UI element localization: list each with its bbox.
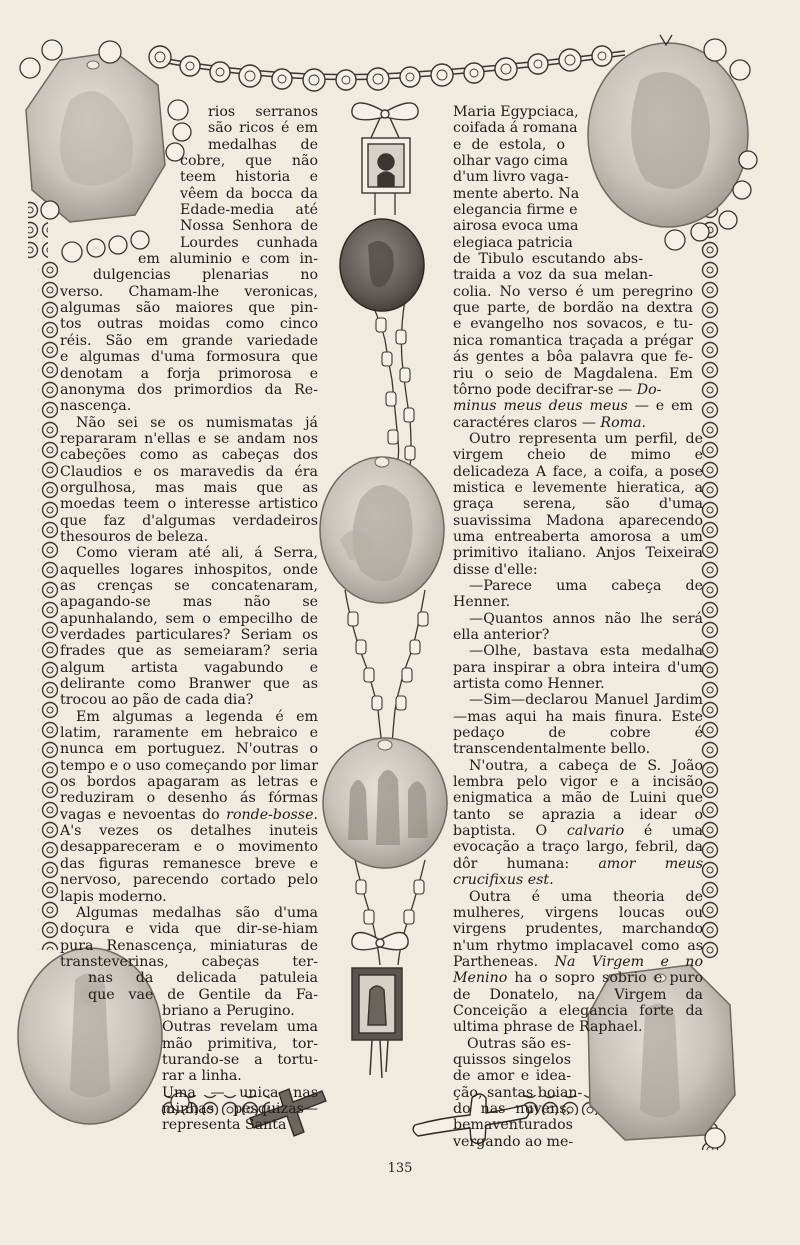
right-p4-italic: Na Virgem e no Menino [453,953,703,987]
left-p4-text-b: A's vezes os detalhes inuteis desappareceram e o movimento das figuras remanesce breve e nervoso, parecendo cortado pelo lapis moderno. [60,823,318,905]
right-column [453,104,703,1150]
inscription-text: — e em [627,398,693,415]
text-line: bemaventurados [453,1117,573,1134]
text-line: elegiaca patricia [453,234,573,251]
right-paragraph-3 [453,758,703,889]
text-line: réis. São em grande variedade [60,332,318,349]
page-number: 135 [387,1161,413,1176]
dialogue-line-2: —Quantos annos não lhe será ella anterior? [453,610,703,643]
text-line: elegancia firme e [453,202,578,219]
text-line: turando-se a tortu- [162,1051,318,1068]
text-line: Maria Egypciaca, [453,104,579,120]
scapular-top [362,138,410,193]
left-paragraph-1 [38,104,318,415]
text-line: que parte, de bordão na dextra [453,300,693,317]
right-p4-text-a: Outra é uma theoria de mulheres, virgens loucas ou virgens prudentes, marchando n'um rhytmo implacavel como as Partheneas. [453,888,703,970]
text-line: em aluminio e com in- [138,251,318,268]
text-line: e algumas d'uma formosura que [60,349,318,366]
text-line: ção, santas boian- [453,1084,583,1101]
dialogue-line-3: —Olhe, bastava esta medalha para inspirar a obra inteira d'um artista como Henner. [453,643,703,693]
dialogue-line-1: —Parece uma cabeça de Henner. [453,577,703,611]
right-p3-text-b: é uma evocação a traço largo, febril, da dôr humana: [453,823,703,872]
inscription-text: caractéres claros — [453,414,601,431]
text-line: traida a voz da sua melan- [453,267,653,284]
text-line: d'um livro vaga- [453,169,569,186]
text-line: que vae de Gentile da Fa- [88,986,318,1003]
text-line: representa Santa [162,1117,287,1134]
right-p4-text-b: ha o sopro sobrio e puro de Donatelo, na Virgem da Conceição a elegancia forte da ultima phrase de Raphael. [453,970,703,1036]
text-line [453,398,693,414]
right-p3-text-a: N'outra, a cabeça de S. João lembra pelo vigor e a incisão enigmatica a mão de Luini que tanto se aprazia a idear o baptista. O [453,757,703,840]
left-paragraph-2: Não sei se os numismatas já repararam n'ellas e se andam nos cabeções como as cabeças dos Claudios e os maravedis da éra orgulhosa, mas mais que as moedas teem o interesse artistico que faz d'algumas verdadeiros thesouros de beleza. [60,414,318,545]
right-p3-italic-b: amor meus crucifixus est. [453,855,703,889]
scapular-bottom [352,968,402,1078]
left-paragraph-4 [38,709,318,905]
text-line: vêem da bocca da [180,185,318,202]
left-column [38,104,318,1134]
text-line: airosa evoca uma [453,218,579,235]
right-paragraph-4 [453,889,703,1036]
text-line: riu o seio de Magdalena. Em [453,365,693,382]
text-line: são ricos é em [208,120,318,137]
text-line: dulgencias plenarias no [93,267,318,284]
text-line: anonyma dos primordios da Re- [60,381,318,398]
text-line: colia. No verso é um peregrino [453,283,693,300]
text-line: Outras revelam uma [162,1019,318,1036]
text-line: denotam a forja primorosa e [60,365,318,382]
text-line: Lourdes cunhada [180,234,318,251]
text-line: e de estola, o [453,136,565,153]
text-line: nas da delicada patuleia [88,970,318,987]
text-line: rar a linha. [162,1068,242,1085]
text-line: Algumas medalhas são d'uma [76,904,318,921]
text-line: nascença. [60,398,132,415]
right-chain [700,180,720,960]
text-line: briano a Perugino. [162,1002,295,1019]
text-line: vergando ao me- [453,1133,574,1150]
text-line: quissos singelos [453,1051,571,1068]
ribbon-bow [352,103,418,140]
text-line: de Tibulo escutando abs- [453,251,643,268]
text-line: nica romantica traçada a prégar [453,332,693,349]
text-line: minhas pesquizas— [162,1100,318,1117]
left-paragraph-5 [38,905,318,1134]
text-line: coifada á romana [453,120,578,137]
text-line: Nossa Senhora de [180,218,318,235]
inscription-italic-2: minus meus deus meus [453,398,628,415]
text-line: teem historia e [180,169,318,186]
text-line: rios serranos [208,104,318,120]
right-p3-italic-a: calvario [566,823,625,840]
left-paragraph-3: Como vieram até ali, á Serra, aquelles logares inhospitos, onde as crenças se concatenaram, apagando-se mas não se apunhalando, sem o empecilho de verdades particulares? Seriam os frades que as semeiaram? seria algum artista vagabundo e delirante como Branwer que as trocou ao pão de cada dia? [60,545,318,709]
text-line: de amor e idea- [453,1068,571,1085]
text-line [453,415,693,431]
text-line: medalhas de [208,136,318,153]
text-line: do nas nuvens, [453,1100,571,1117]
text-line: tôrno pode decifrar-se — Do- [453,381,662,398]
inscription-italic-1: Do- [632,381,662,398]
text-line: pura Renascença, miniaturas de [60,937,318,954]
text-line: transteverinas, cabeças ter- [60,953,318,970]
text-line: e evangelho nos sovacos, e tu- [453,316,693,333]
inscription-italic-3: Roma. [600,414,647,431]
text-line: Uma — unica nas [162,1084,318,1101]
text-line: doçura e vida que dir-se-hiam [60,921,318,938]
right-paragraph-2: Outro representa um perfil, de virgem cheio de mimo e delicadeza A face, a coifa, a pose mistica e levemente hieratica, a graça serena, são d'uma suavissima Madona aparecendo uma entreaberta amorosa a um primitivo italiano. Anjos Teixeira disse d'elle: [453,430,703,578]
right-paragraph-1 [453,104,703,431]
text-line: olhar vago cima [453,153,568,170]
text-line: cobre, que não [180,153,318,170]
right-paragraph-5 [453,1036,703,1150]
text-line: verso. Chamam-lhe veronicas, [60,283,318,300]
left-p4-text-a: Em algumas a legenda é em latim, raramente em hebraico e nunca em portuguez. N'outras o tempo e o uso começando por limar os bordos apagaram as letras e reduziram o desenho ás fórmas vagas e nevoentas do [60,708,318,823]
text-line: algumas são maiores que pin- [60,300,318,317]
text-line: Edade-media até [180,202,318,219]
text-line: tos outras moidas como cinco [60,316,318,333]
dialogue-line-4: —Sim—declarou Manuel Jardim—mas aqui ha mais finura. Este pedaço de cobre é transcendentalmente bello. [453,692,703,758]
left-p4-italic: ronde-bosse. [226,806,318,823]
text-line: mão primitiva, tor- [162,1035,318,1052]
text-line: mente aberto. Na [453,185,580,202]
text-line: ás gentes a bôa palavra que fe- [453,349,693,366]
text-line: Outras são es- [467,1035,571,1052]
